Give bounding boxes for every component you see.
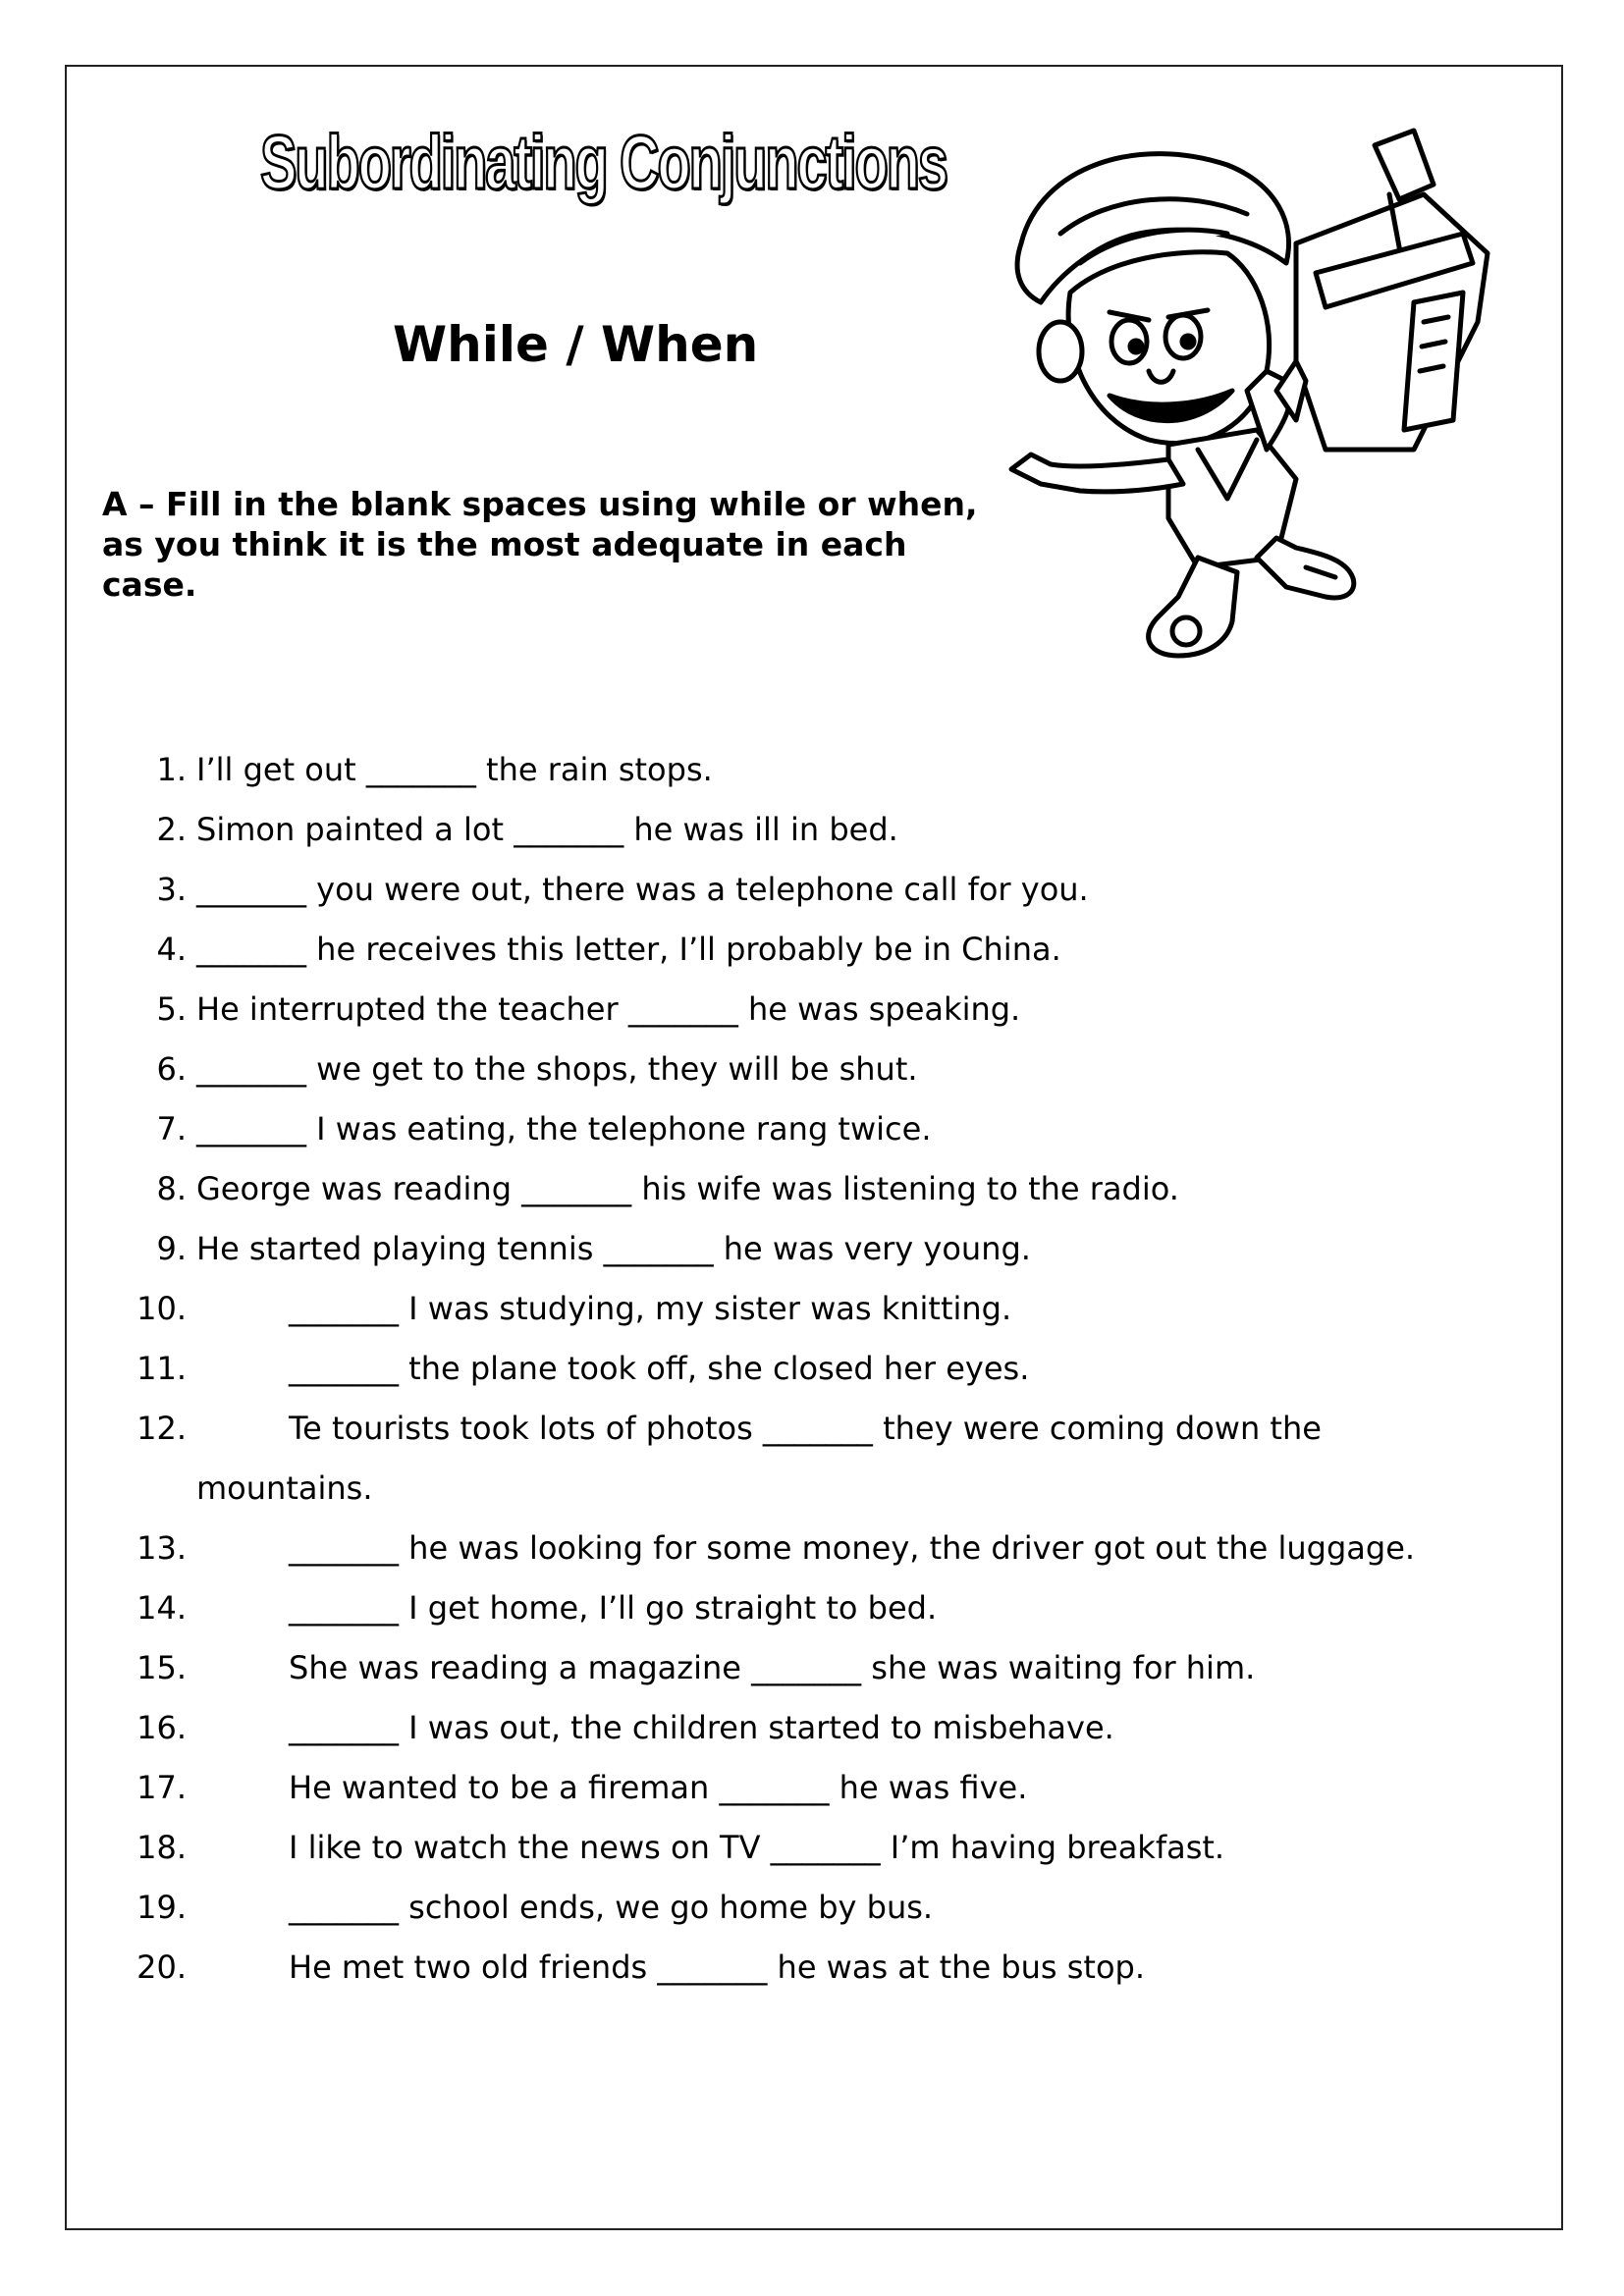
- exercise-item: [102, 1339, 1536, 1399]
- exercise-number: 20.: [136, 1949, 187, 1986]
- exercise-number: 6.: [156, 1050, 187, 1088]
- exercise-sentence: _______ we get to the shops, they will be shut.: [196, 1050, 918, 1088]
- exercise-number: 2.: [156, 811, 187, 848]
- instruction-text: A – Fill in the blank spaces using while or when, as you think it is the most adequate in each case.: [102, 485, 978, 604]
- exercise-number: 18.: [136, 1829, 187, 1866]
- exercise-sentence: He started playing tennis _______ he was very young.: [196, 1230, 1031, 1267]
- exercise-item: [102, 1578, 1536, 1638]
- exercise-number: 14.: [136, 1589, 187, 1627]
- exercise-item: [102, 860, 1536, 920]
- exercise-sentence: _______ the plane took off, she closed her eyes.: [289, 1350, 1030, 1387]
- exercise-number: 17.: [136, 1769, 187, 1806]
- exercise-number: 12.: [136, 1410, 187, 1447]
- exercise-item: [102, 1818, 1536, 1878]
- exercise-number: 1.: [156, 751, 187, 788]
- exercise-sentence: _______ he was looking for some money, the driver got out the luggage.: [289, 1529, 1416, 1567]
- exercise-sentence: He interrupted the teacher _______ he was speaking.: [196, 990, 1021, 1028]
- worksheet-subtitle: While / When: [393, 316, 759, 373]
- worksheet-title: Subordinating Conjunctions: [260, 119, 947, 205]
- exercise-number: 7.: [156, 1110, 187, 1148]
- exercise-sentence: Simon painted a lot _______ he was ill in bed.: [196, 811, 898, 848]
- exercise-sentence: Te tourists took lots of photos _______ they were coming down the: [289, 1410, 1322, 1447]
- exercise-sentence: _______ school ends, we go home by bus.: [289, 1889, 934, 1926]
- exercise-sentence: _______ I was eating, the telephone rang twice.: [196, 1110, 932, 1148]
- exercise-number: 11.: [136, 1350, 187, 1387]
- exercise-sentence: I like to watch the news on TV _______ I’m having breakfast.: [289, 1829, 1225, 1866]
- exercise-number: 3.: [156, 871, 187, 908]
- exercise-number: 5.: [156, 990, 187, 1028]
- exercise-item: [102, 1878, 1536, 1938]
- exercise-number: 4.: [156, 931, 187, 968]
- exercise-item: [102, 920, 1536, 980]
- exercise-continuation: mountains.: [196, 1469, 373, 1507]
- exercise-item: [102, 1219, 1536, 1279]
- exercise-list: [102, 740, 1536, 1998]
- exercise-item: [102, 1638, 1536, 1698]
- exercise-number: 13.: [136, 1529, 187, 1567]
- cartoon-boy-with-backpack-icon: [1001, 126, 1512, 661]
- exercise-sentence: George was reading _______ his wife was listening to the radio.: [196, 1170, 1179, 1207]
- exercise-number: 16.: [136, 1709, 187, 1746]
- exercise-sentence: _______ I was out, the children started to misbehave.: [289, 1709, 1114, 1746]
- exercise-item: [102, 1938, 1536, 1998]
- exercise-item: [102, 1399, 1536, 1459]
- exercise-item: [102, 1099, 1536, 1159]
- exercise-sentence: _______ I get home, I’ll go straight to bed.: [289, 1589, 938, 1627]
- exercise-sentence: He wanted to be a fireman _______ he was five.: [289, 1769, 1028, 1806]
- exercise-sentence: He met two old friends _______ he was at the bus stop.: [289, 1949, 1146, 1986]
- exercise-item: [102, 1698, 1536, 1758]
- exercise-item: [102, 980, 1536, 1040]
- exercise-number: 9.: [156, 1230, 187, 1267]
- exercise-item: [102, 1159, 1536, 1219]
- exercise-number: 10.: [136, 1290, 187, 1327]
- exercise-sentence: She was reading a magazine _______ she was waiting for him.: [289, 1649, 1256, 1686]
- exercise-number: 15.: [136, 1649, 187, 1686]
- exercise-item: [102, 800, 1536, 860]
- exercise-sentence: _______ you were out, there was a telephone call for you.: [196, 871, 1089, 908]
- exercise-sentence: I’ll get out _______ the rain stops.: [196, 751, 713, 788]
- exercise-item: [102, 740, 1536, 800]
- exercise-item: [102, 1040, 1536, 1099]
- exercise-sentence: _______ he receives this letter, I’ll probably be in China.: [196, 931, 1061, 968]
- exercise-item: [102, 1519, 1536, 1578]
- exercise-item: [102, 1279, 1536, 1339]
- exercise-number: 8.: [156, 1170, 187, 1207]
- exercise-item: [102, 1758, 1536, 1818]
- exercise-sentence: _______ I was studying, my sister was knitting.: [289, 1290, 1012, 1327]
- exercise-number: 19.: [136, 1889, 187, 1926]
